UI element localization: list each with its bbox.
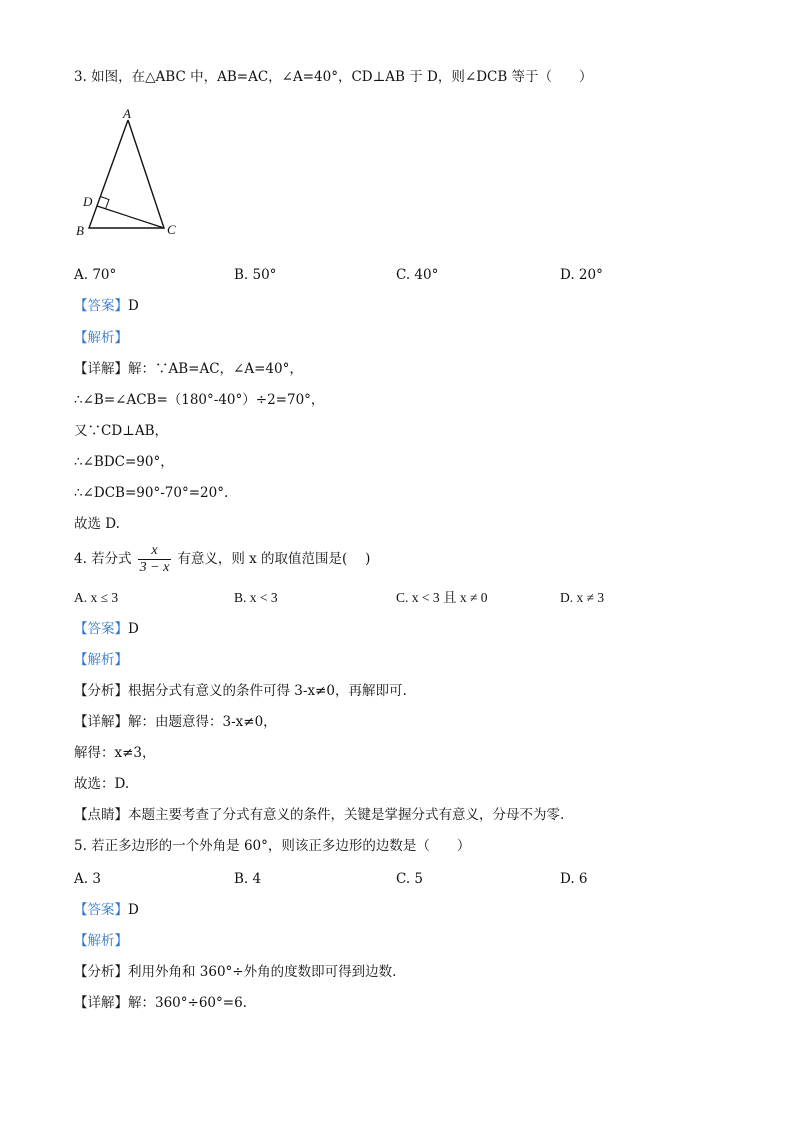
- q5-answer: D: [128, 902, 139, 918]
- q3-option-c: C. 40°: [396, 267, 439, 283]
- q3-answer-line: [74, 297, 139, 315]
- label-d: D: [83, 194, 93, 209]
- q4-analysis-tag: 【解析】: [74, 652, 128, 668]
- label-a: A: [123, 106, 131, 121]
- q5-option-d: D. 6: [560, 871, 588, 887]
- q3-option-a: A. 70°: [74, 267, 117, 283]
- q4-detail-line-1: 【详解】解：由题意得：3-x≠0，: [74, 714, 277, 730]
- q4-detail-line-3: 故选：D.: [74, 776, 130, 792]
- q5-option-b: B. 4: [234, 871, 262, 887]
- q3-detail-line-5: ∴∠DCB=90°-70°=20°.: [74, 485, 229, 501]
- q3-detail-line-1: 【详解】解：∵AB=AC，∠A=40°，: [74, 361, 303, 377]
- q5-option-a: A. 3: [74, 871, 101, 887]
- q4-answer: D: [128, 621, 139, 637]
- q3-option-d: D. 20°: [560, 267, 603, 283]
- q5-answer-line: 【答案】D: [74, 902, 139, 918]
- q5-fenxi: 【分析】利用外角和 360°÷外角的度数即可得到边数.: [74, 964, 397, 980]
- q3-answer: D: [128, 298, 139, 314]
- q5-option-c: C. 5: [396, 871, 424, 887]
- q4-option-b: B. x < 3: [234, 590, 278, 605]
- detail-tag: 【详解】: [74, 361, 128, 377]
- q4-detail-line-2: 解得：x≠3，: [74, 745, 156, 761]
- q3-detail-line-3: 又∵CD⊥AB，: [74, 423, 169, 439]
- q3-detail-line-4: ∴∠BDC=90°，: [74, 454, 174, 470]
- label-c: C: [167, 222, 176, 237]
- q4-stem: 4. 若分式 $\frac{x}{3 - x}$ 有意义，则 x 的取值范围是( ): [74, 543, 371, 575]
- q4-option-c: C. x < 3 且 x ≠ 0: [396, 590, 488, 605]
- q4-option-a: A. x ≤ 3: [74, 590, 119, 605]
- q5-detail: 【详解】解：360°÷60°=6.: [74, 995, 247, 1011]
- q4-dianjing: 【点睛】本题主要考查了分式有意义的条件，关键是掌握分式有意义，分母不为零.: [74, 807, 565, 823]
- q3-stem: 3. 如图，在△ABC 中，AB=AC，∠A=40°，CD⊥AB 于 D，则∠DCB 等于（ ）: [74, 69, 593, 85]
- q4-fenxi: 【分析】根据分式有意义的条件可得 3-x≠0，再解即可.: [74, 683, 407, 699]
- label-b: B: [76, 223, 84, 238]
- fraction: $\frac{x}{3 - x}$: [139, 543, 170, 575]
- q5-analysis-tag: 【解析】: [74, 933, 128, 949]
- answer-tag: 【答案】: [74, 298, 128, 314]
- q5-stem: 5. 若正多边形的一个外角是 60°，则该正多边形的边数是（ ）: [74, 838, 471, 854]
- q3-detail-line-2: ∴∠B=∠ACB=（180°-40°）÷2=70°，: [74, 392, 325, 408]
- q3-option-b: B. 50°: [234, 267, 277, 283]
- q3-detail-line-6: 故选 D.: [74, 516, 120, 532]
- triangle-figure: [72, 104, 202, 244]
- q3-analysis-tag: 【解析】: [74, 330, 128, 346]
- q4-answer-line: 【答案】D: [74, 621, 139, 637]
- q4-option-d: D. x ≠ 3: [560, 590, 605, 605]
